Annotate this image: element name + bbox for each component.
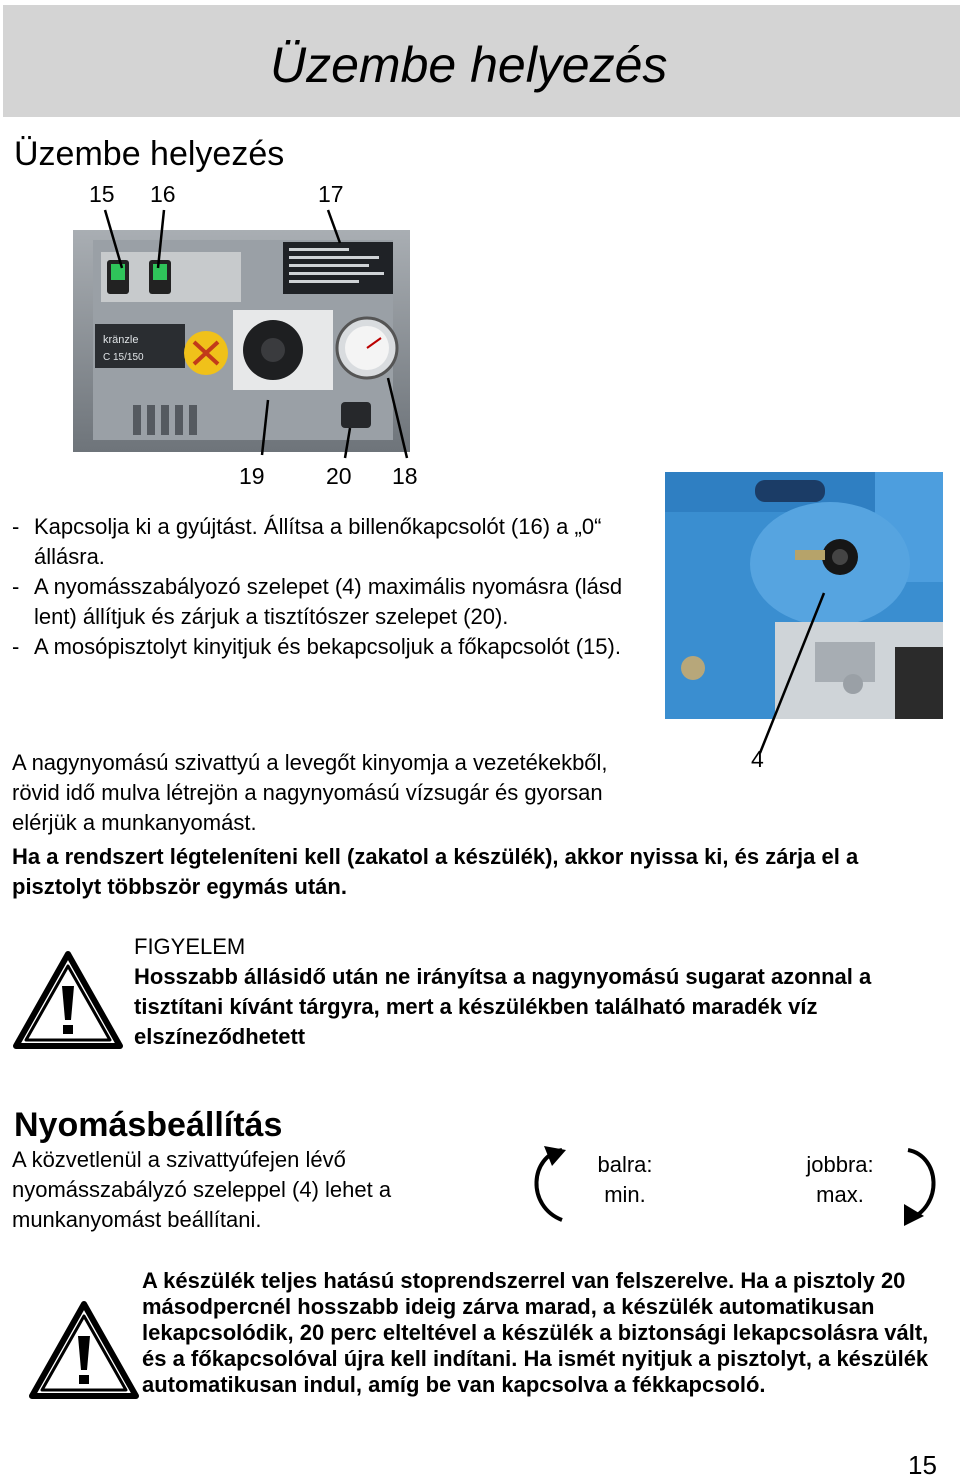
step-text: A mosópisztolyt kinyitjuk és bekapcsoljuk a főkapcsolót (15). [34,634,621,659]
photo-brand-text: kränzle [103,334,139,346]
callout-20: 20 [326,463,352,489]
rotate-ccw-icon [520,1140,580,1230]
step-item: - Kapcsolja ki a gyújtást. Állítsa a billenőkapcsolót (16) a „0“ állásra. [12,512,642,572]
callout-16: 16 [150,181,176,207]
page-header-title: Üzembe helyezés [270,37,668,93]
step-text: Kapcsolja ki a gyújtást. Állítsa a billenőkapcsolót (16) a „0“ állásra. [34,514,602,569]
step-item: - A mosópisztolyt kinyitjuk és bekapcsoljuk a főkapcsolót (15). [12,632,642,662]
callout-line-valve [740,585,840,755]
page-number: 15 [908,1450,937,1480]
paragraph-bleeding: Ha a rendszert légteleníteni kell (zakatol a készülék), akkor nyissa ki, és zárja el a pisztolyt többször egymás után. [12,844,859,899]
callout-lines-panel [0,0,960,520]
steps-list [12,512,642,662]
section-title-startup: Üzembe helyezés [14,135,285,173]
pressure-text: A közvetlenül a szivattyúfejen lévő nyomásszabályzó szeleppel (4) lehet a munkanyomást beállítani. [12,1147,392,1232]
section-title-pressure: Nyomásbeállítás [14,1106,283,1144]
left-value: min. [604,1182,646,1207]
callout-19: 19 [239,463,265,489]
warning-icon [12,950,124,1050]
pressure-right-block [795,1150,885,1210]
step-item: - A nyomásszabályozó szelepet (4) maximális nyomásra (lásd lent) állítjuk és zárjuk a tisztítószer szelepet (20). [12,572,642,632]
paragraph-pump: A nagynyomású szivattyú a levegőt kinyomja a vezetékekből, rövid idő mulva létrejön a nagynyomású vízsugár és gyorsan elérjük a munkanyomást. [12,750,608,835]
callout-17: 17 [318,181,344,207]
photo-model-text: C 15/150 [103,352,144,363]
rotate-cw-icon [890,1140,950,1230]
left-label: balra: [597,1152,653,1177]
step-text: A nyomásszabályozó szelepet (4) maximális nyomásra (lásd lent) állítjuk és zárjuk a tisztítószer szelepet (20). [34,574,623,629]
callout-4: 4 [751,746,764,772]
callout-18: 18 [392,463,418,489]
right-label: jobbra: [806,1152,874,1177]
warning1-text: Hosszabb állásidő után ne irányítsa a nagynyomású sugarat azonnal a tisztítani kívánt tárgyra, mert a készülékben található maradék víz elszíneződhetett [134,964,872,1049]
callout-15: 15 [89,181,115,207]
warning1-block [134,932,956,1052]
warning1-heading: FIGYELEM [134,934,246,959]
right-value: max. [816,1182,864,1207]
warning-icon [28,1300,140,1400]
warning2-text: A készülék teljes hatású stoprendszerrel van felszerelve. Ha a pisztoly 20 másodpercnél hosszabb ideig zárva marad, a készülék automatikusan lekapcsolódik, 20 perc elteltével a készülék a biztonsági lekapcsolásra vált, és a főkapcsolóval újra kell indítani. Ha ismét nyitjuk a pisztolyt, a készülék automatikusan indul, amíg be van kapcsolva a fékkapcsoló. [142,1268,929,1397]
pressure-left-block [590,1150,660,1210]
